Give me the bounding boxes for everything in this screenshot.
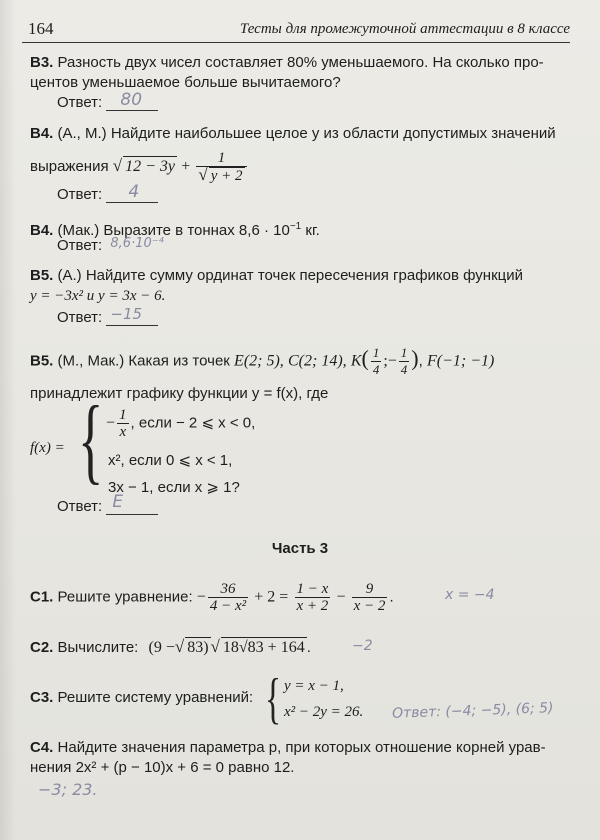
handwritten-answer: 8,6·10⁻⁴ — [110, 236, 164, 251]
problem-c4 — [30, 738, 570, 778]
point-c: C(2; 14), — [287, 352, 347, 370]
unit: кг. — [305, 222, 320, 239]
fraction: $\frac{36}{\text{4 − x²}}$ — [209, 581, 247, 614]
answer-line — [106, 236, 164, 254]
fraction: $\frac{1}{x}$ — [119, 407, 127, 440]
answer-label: Ответ: — [57, 94, 103, 111]
sqrt-sign: √ — [112, 155, 123, 175]
fraction: $\frac{1}{4}$ — [400, 345, 408, 377]
handwritten-answer: −15 — [110, 305, 143, 323]
running-head: Тесты для промежуточной аттестации в 8 классе — [239, 21, 570, 37]
problem-label: C4. — [30, 739, 54, 756]
problem-label: B5. — [30, 267, 54, 284]
point-f: F(−1; −1) — [426, 352, 495, 370]
exponent: −1 — [289, 221, 302, 232]
problem-text: Найдите значения параметра p, при которых отношение корней урав- — [57, 739, 546, 756]
problem-label: B5. — [30, 352, 54, 370]
handwritten-answer: Ответ: (−4; −5), (6; 5) — [391, 700, 554, 722]
problem-text: Решите систему уравнений: — [57, 689, 254, 706]
answer-row-b5-a — [57, 305, 158, 326]
fraction: $\frac{1}{4}$ — [372, 345, 380, 377]
problem-b5-a — [30, 266, 570, 306]
page-header — [22, 16, 570, 43]
problem-label: C3. — [30, 689, 54, 706]
problem-text: (Мак.) Выразите в тоннах 8,6 · 10 — [57, 222, 290, 239]
problem-label: C1. — [30, 588, 54, 606]
problem-text: y = −3x² и y = 3x − 6. — [30, 288, 166, 304]
section-title: Часть 3 — [271, 540, 329, 557]
handwritten-answer: 4 — [128, 182, 140, 202]
left-brace: { — [78, 386, 104, 493]
problem-text: Вычислите: — [57, 639, 139, 656]
function-lhs: f(x) = — [30, 440, 65, 456]
problem-text: Разность двух чисел составляет 80% уменьшаемого. На сколько про- — [57, 54, 544, 71]
problem-text: центов уменьшаемое больше вычитаемого? — [30, 74, 341, 91]
left-brace: { — [265, 668, 282, 730]
answer-line — [106, 492, 158, 515]
fraction: $\frac{9}{x - 2}$ — [353, 581, 386, 614]
problem-text: (М., Мак.) Какая из точек — [57, 352, 230, 370]
problem-label: B4. — [30, 222, 54, 239]
problem-text: нения 2x² + (p − 10)x + 6 = 0 равно 12. — [30, 759, 295, 776]
handwritten-answer: E — [112, 492, 124, 512]
page-number: 164 — [28, 19, 54, 38]
answer-row-b3 — [57, 90, 158, 111]
handwritten-answer: x = −4 — [445, 587, 495, 603]
handwritten-answer: −2 — [352, 638, 373, 654]
handwritten-answer: 80 — [120, 90, 143, 110]
problem-text: принадлежит графику функции y = f(x), где — [30, 385, 329, 402]
answer-row-b5-m-mak — [57, 492, 158, 515]
answer-row-b4-am — [57, 182, 158, 203]
answer-label: Ответ: — [57, 186, 103, 203]
problem-text: (А., М.) Найдите наибольшее целое y из области допустимых значений — [57, 125, 556, 142]
piece-1: − $\frac{1}{x}$ , если − 2 ⩽ x < 0, — [106, 407, 256, 440]
problem-b4-am — [30, 124, 570, 184]
problem-c2: C2. Вычислите: (9 −√ 83) √ 18√83 + 164 . — [30, 637, 311, 656]
problem-text: выражения — [30, 157, 109, 175]
problem-label: B3. — [30, 54, 54, 71]
plus-sign: + — [181, 157, 191, 175]
problem-label: C2. — [30, 639, 54, 656]
equation-2: x² − 2y = 26. — [284, 704, 364, 720]
answer-label: Ответ: — [57, 309, 103, 326]
point-e: E(2; 5), — [234, 352, 284, 370]
piece-2: x², если 0 ⩽ x < 1, — [108, 452, 233, 469]
problem-b5-m-mak: B5. (М., Мак.) Какая из точек E(2; 5), C(2; 14), K( $\frac{1}{4}$ ;− $\frac{1}{4}$ ), F(−1; −1) принадлежит графику функции y = f(x), где — [30, 345, 570, 404]
answer-row-b4-mak — [57, 236, 164, 254]
problem-text: Решите уравнение: — [57, 588, 193, 606]
answer-label: Ответ: — [57, 498, 103, 515]
fraction-denominator: √ y + 2 — [196, 166, 246, 184]
answer-line — [106, 90, 158, 111]
answer-line — [106, 182, 158, 203]
fraction: $\frac{1 - x}{x + 2}$ — [296, 581, 329, 614]
equation-1: y = x − 1, — [284, 678, 344, 694]
fraction — [196, 150, 246, 184]
answer-line — [106, 305, 158, 326]
handwritten-answer: −3; 23. — [38, 780, 98, 799]
radicand: 12 − 3y — [125, 157, 176, 175]
piece-3: 3x − 1, если x ⩾ 1? — [108, 479, 240, 496]
problem-c1: C1. Решите уравнение: − $\frac{36}{\text{4 − x²}}$ + 2 = $\frac{1 - x}{x + 2}$ − $\frac{9}{x - 2}$ . — [30, 581, 394, 614]
answer-label: Ответ: — [57, 237, 103, 254]
problem-text: (А.) Найдите сумму ординат точек пересечения графиков функций — [57, 267, 523, 284]
fraction-numerator: 1 — [217, 150, 226, 166]
problem-b3 — [30, 53, 570, 93]
problem-label: B4. — [30, 125, 54, 142]
point-k: K — [350, 352, 362, 370]
